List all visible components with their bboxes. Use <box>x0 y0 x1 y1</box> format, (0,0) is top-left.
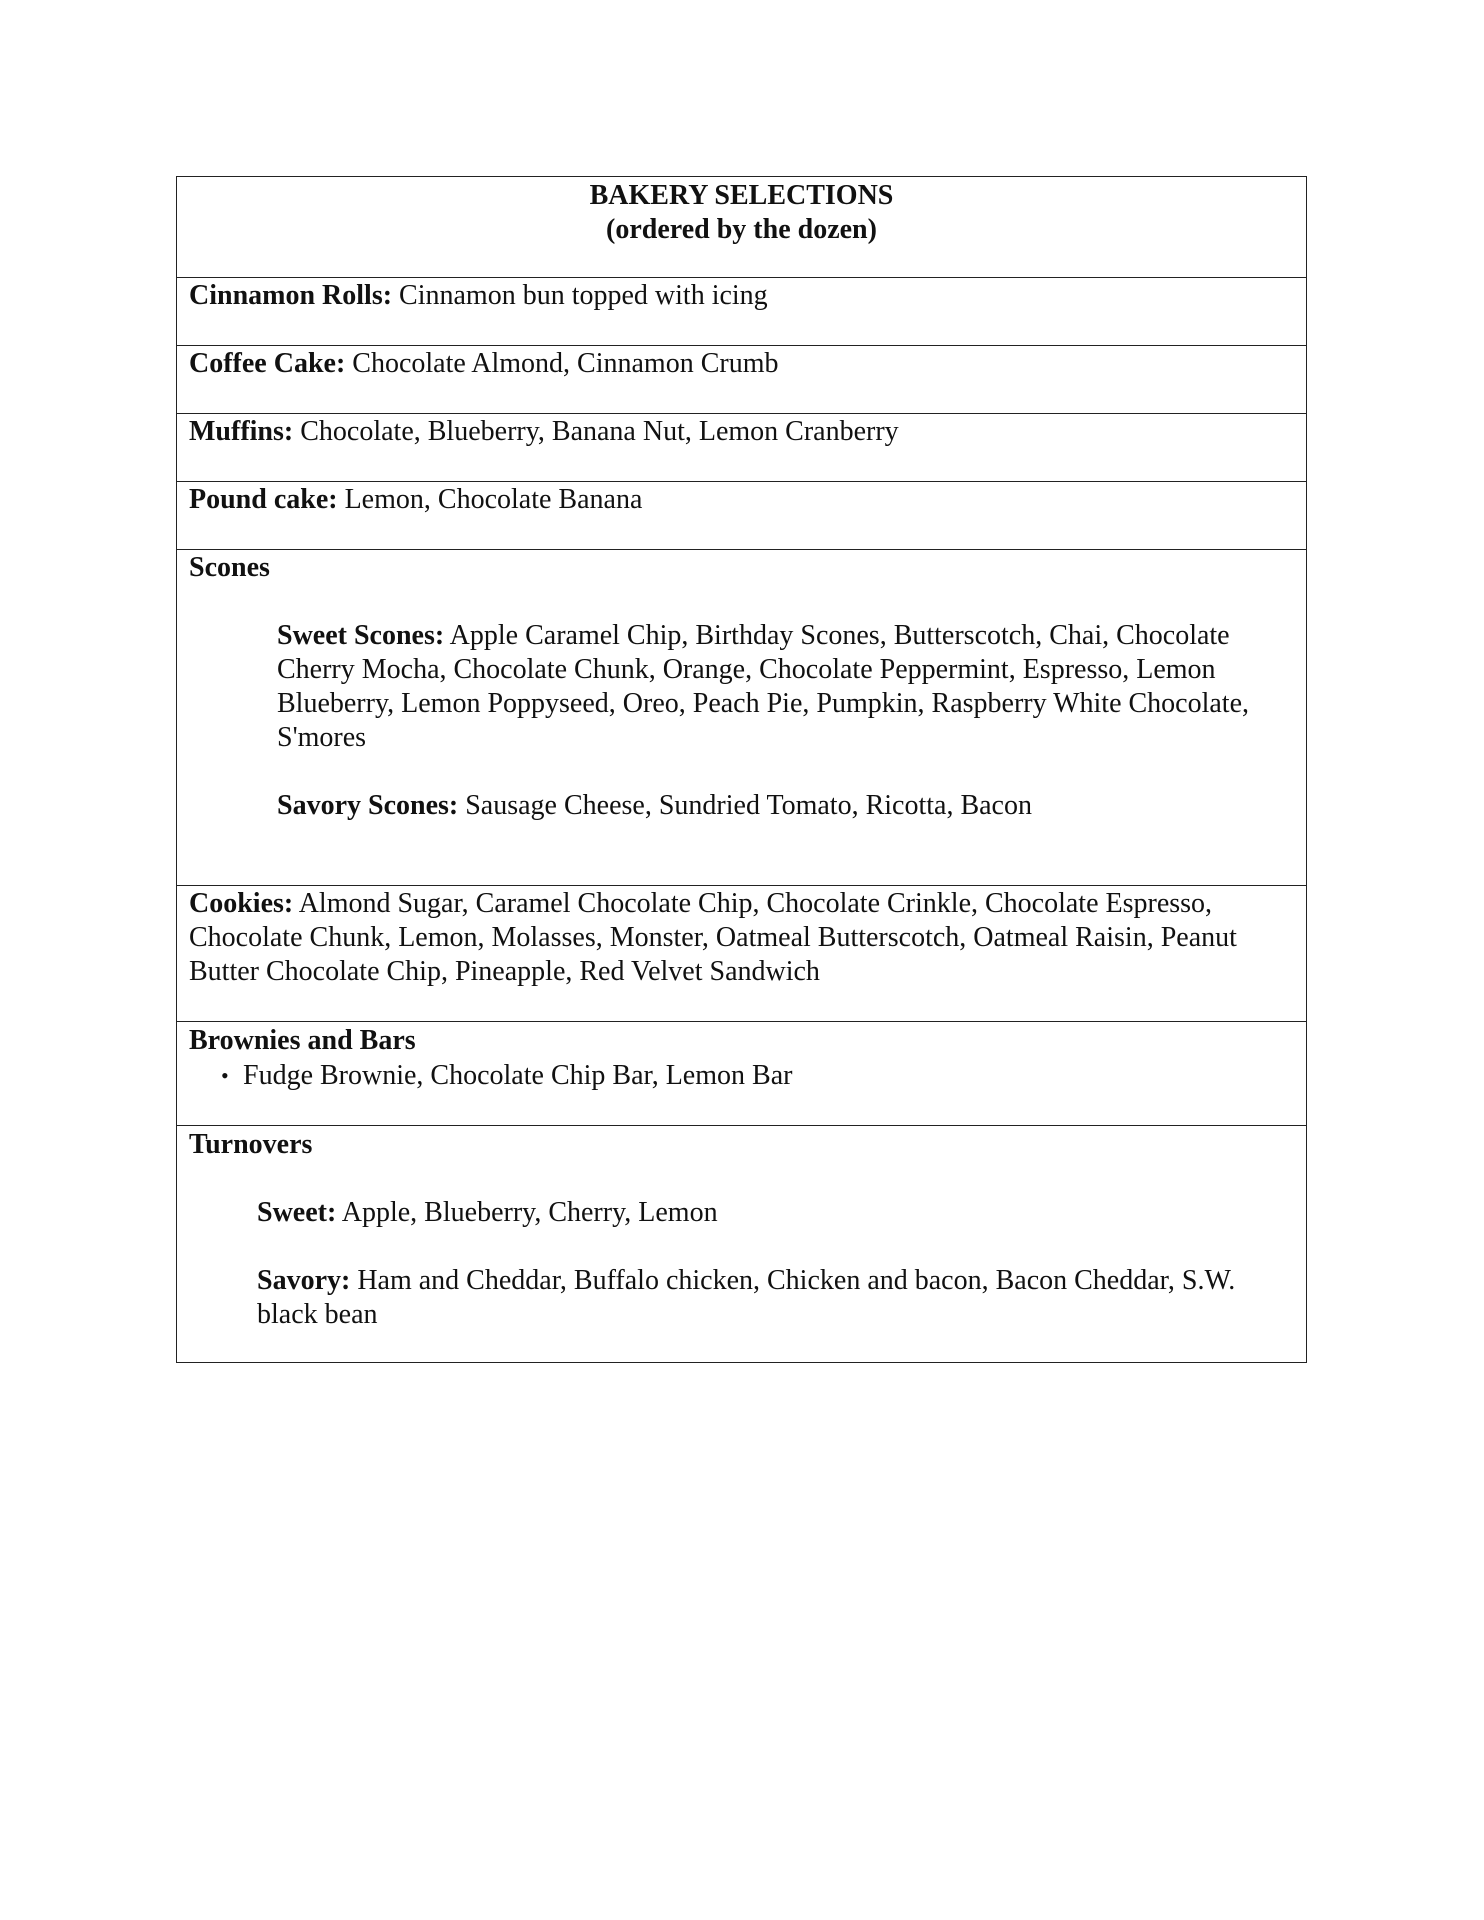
bullet-icon: • <box>221 1063 229 1088</box>
scones-heading: Scones <box>189 552 270 583</box>
cookies-row <box>177 886 1306 1022</box>
savory-scones-label: Savory Scones: <box>277 790 459 821</box>
savory-turnovers <box>257 1264 1294 1332</box>
cinnamon-rolls-row <box>177 278 1306 346</box>
savory-scones-text: Sausage Cheese, Sundried Tomato, Ricotta, Bacon <box>458 790 1032 821</box>
brownies-row <box>177 1022 1306 1126</box>
brownies-heading: Brownies and Bars <box>189 1025 416 1056</box>
menu-subtitle: (ordered by the dozen) <box>606 214 877 245</box>
scones-row <box>177 550 1306 886</box>
sweet-turnovers-text: Apple, Blueberry, Cherry, Lemon <box>336 1197 718 1228</box>
sweet-scones <box>277 619 1294 755</box>
turnovers-row <box>177 1126 1306 1362</box>
brownies-list <box>189 1058 1294 1094</box>
muffins-row <box>177 414 1306 482</box>
savory-scones <box>277 789 1294 823</box>
brownies-text: Fudge Brownie, Chocolate Chip Bar, Lemon Bar <box>243 1060 793 1091</box>
turnovers-heading: Turnovers <box>189 1129 313 1160</box>
savory-turnovers-text: Ham and Cheddar, Buffalo chicken, Chicken and bacon, Bacon Cheddar, S.W. black bean <box>257 1265 1236 1330</box>
sweet-turnovers <box>257 1196 1294 1230</box>
coffee-cake-label: Coffee Cake: <box>189 348 346 379</box>
menu-title: BAKERY SELECTIONS <box>589 180 894 211</box>
list-item <box>221 1058 1294 1094</box>
coffee-cake-text: Chocolate Almond, Cinnamon Crumb <box>345 348 779 379</box>
muffins-text: Chocolate, Blueberry, Banana Nut, Lemon Cranberry <box>293 416 899 447</box>
coffee-cake-row <box>177 346 1306 414</box>
cinnamon-rolls-label: Cinnamon Rolls: <box>189 280 393 311</box>
muffins-label: Muffins: <box>189 416 294 447</box>
sweet-scones-text: Apple Caramel Chip, Birthday Scones, Butterscotch, Chai, Chocolate Cherry Mocha, Chocolate Chunk, Orange, Chocolate Peppermint, Espresso, Lemon Blueberry, Lemon Poppyseed, Oreo, Peach Pie, Pumpkin, Raspberry White Chocolate, S'mores <box>277 620 1250 753</box>
sweet-scones-label: Sweet Scones: <box>277 620 445 651</box>
pound-cake-row <box>177 482 1306 550</box>
menu-header <box>177 177 1306 278</box>
sweet-turnovers-label: Sweet: <box>257 1197 337 1228</box>
cinnamon-rolls-text: Cinnamon bun topped with icing <box>392 280 768 311</box>
pound-cake-text: Lemon, Chocolate Banana <box>337 484 643 515</box>
cookies-label: Cookies: <box>189 888 294 919</box>
pound-cake-label: Pound cake: <box>189 484 338 515</box>
bakery-menu-table <box>176 176 1307 1363</box>
savory-turnovers-label: Savory: <box>257 1265 351 1296</box>
cookies-text: Almond Sugar, Caramel Chocolate Chip, Chocolate Crinkle, Chocolate Espresso, Chocolate Chunk, Lemon, Molasses, Monster, Oatmeal Butterscotch, Oatmeal Raisin, Peanut Butter Chocolate Chip, Pineapple, Red Velvet Sandwich <box>189 888 1237 987</box>
